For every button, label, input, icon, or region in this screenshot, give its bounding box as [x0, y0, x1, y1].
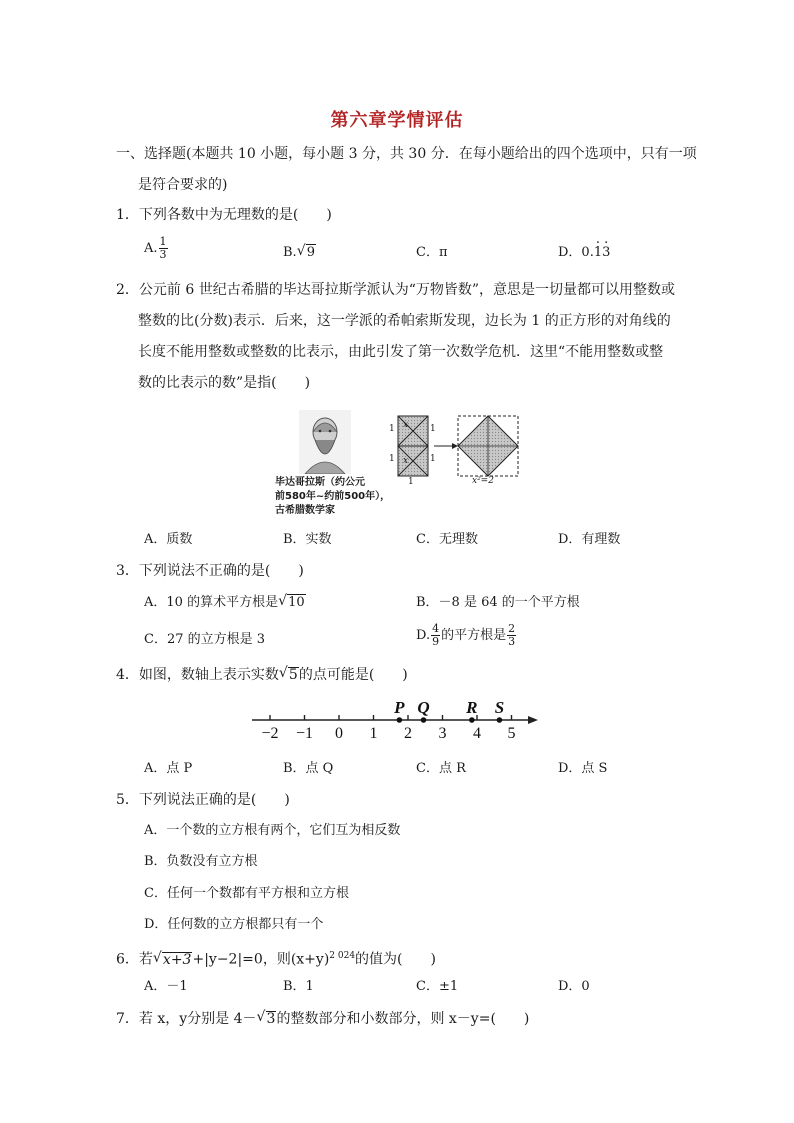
- number-line-point-label: Q: [417, 698, 430, 717]
- option-text: A．10 的算术平方根是: [144, 595, 279, 610]
- q5-option-b: B．负数没有立方根: [144, 854, 258, 869]
- q1-option-a: [144, 236, 169, 261]
- number-line-tick-label: 3: [438, 725, 447, 742]
- stem-text: 的点可能是( ): [298, 667, 408, 683]
- diagram-label: 1: [430, 424, 436, 434]
- question-4-stem: [116, 665, 408, 685]
- question-2-stem-cont: 数的比表示的数”是指( ): [138, 375, 311, 391]
- radical: [153, 950, 193, 970]
- number-line-point: [497, 717, 503, 723]
- denominator: 3: [508, 635, 516, 648]
- fraction: [159, 236, 168, 261]
- option-label: D.: [416, 628, 431, 643]
- stem-text: 的值为( ): [355, 951, 436, 968]
- q6-option-c: C．±1: [416, 979, 459, 994]
- number-line-tick-label: −1: [295, 725, 314, 742]
- q5-option-a: A．一个数的立方根有两个，它们互为相反数: [144, 823, 401, 838]
- q3-option-a: [144, 593, 306, 613]
- repeating-digit: 1 .: [594, 243, 602, 263]
- section-heading: 一、选择题(本题共 10 小题，每小题 3 分，共 30 分．在每小题给出的四个选项中，只有一项: [116, 146, 697, 162]
- q1-option-d: [558, 243, 610, 263]
- q4-option-b: B．点 Q: [283, 761, 334, 776]
- question-3-stem: 3．下列说法不正确的是( ): [116, 563, 304, 579]
- number-line-point: [397, 717, 403, 723]
- question-1-stem: 1．下列各数中为无理数的是( ): [116, 207, 332, 223]
- q6-option-b: B．1: [283, 979, 314, 994]
- diagram-label: 1: [408, 477, 414, 487]
- diagram-label: x: [403, 420, 409, 430]
- denominator: 9: [432, 635, 440, 648]
- radical: [279, 665, 299, 685]
- radical: [278, 593, 306, 613]
- number-line-point: [469, 717, 475, 723]
- radical: [297, 243, 316, 263]
- number-line-tick-label: 0: [335, 725, 343, 742]
- question-2-stem-cont: 整数的比(分数)表示．后来，这一学派的希帕索斯发现，边长为 1 的正方形的对角线的: [138, 313, 671, 329]
- option-text: 的平方根是: [441, 628, 507, 643]
- stem-text: 的整数部分和小数部分，则 x－y=( ): [276, 1011, 530, 1027]
- number-line-point: [421, 717, 427, 723]
- number-line-point-label: S: [494, 698, 505, 717]
- q6-option-d: D．0: [558, 979, 590, 994]
- q5-option-d: D．任何数的立方根都只有一个: [144, 917, 324, 932]
- option-label: D．0.: [558, 245, 594, 260]
- q1-option-c: [416, 243, 448, 263]
- radicand: 3: [266, 1011, 276, 1027]
- pythagoras-portrait: [299, 410, 351, 474]
- q6-option-a: A．－1: [144, 979, 188, 994]
- number-line-point-label: P: [394, 698, 405, 717]
- diagram-label: 1: [430, 454, 436, 464]
- question-5-stem: 5．下列说法正确的是( ): [116, 792, 290, 808]
- question-7-stem: [116, 1009, 529, 1029]
- diagram-label: 1: [389, 424, 395, 434]
- question-6-stem: [116, 946, 436, 970]
- diagram-equation: x²=2: [472, 476, 494, 486]
- numerator: 1: [159, 235, 167, 248]
- repeating-digit: 3 .: [602, 243, 610, 263]
- figure-caption-line: 前580年~约前500年），: [275, 491, 391, 502]
- q2-option-d: D．有理数: [558, 532, 621, 547]
- q3-option-c: C．27 的立方根是 3: [144, 632, 266, 647]
- radicand: 9: [306, 245, 315, 260]
- figure-caption-line: 古希腊数学家: [275, 505, 335, 516]
- number-line-tick-label: 1: [369, 725, 378, 742]
- number-line-tick-label: 2: [404, 725, 412, 742]
- stem-text: +|y−2|=0，则(x+y): [192, 951, 330, 968]
- q5-option-c: C．任何一个数都有平方根和立方根: [144, 886, 349, 901]
- q4-option-d: D．点 S: [558, 761, 608, 776]
- q1-option-b: [283, 243, 316, 263]
- option-label: C．: [416, 245, 439, 260]
- number-line-tick-label: 5: [507, 725, 516, 742]
- radicand: 5: [288, 667, 298, 683]
- number-line-point-label: R: [466, 698, 478, 717]
- exponent: 2 024: [329, 951, 356, 961]
- numerator: 4: [432, 622, 440, 635]
- stem-text: 7．若 x，y分别是 4－: [116, 1011, 257, 1027]
- number-line-tick-label: −2: [261, 725, 279, 742]
- section-heading-cont: 是符合要求的): [138, 177, 228, 193]
- option-label: B.: [283, 245, 297, 260]
- question-2-stem-cont: 长度不能用整数或整数的比表示，由此引发了第一次数学危机．这里“不能用整数或整: [138, 344, 664, 360]
- q2-option-c: C．无理数: [416, 532, 478, 547]
- diagram-label: 1: [389, 454, 395, 464]
- q3-option-b: B．－8 是 64 的一个平方根: [416, 595, 580, 610]
- radicand: x+3: [162, 951, 192, 968]
- diagram-label: x: [403, 456, 409, 466]
- denominator: 3: [159, 248, 167, 261]
- q4-option-a: A．点 P: [144, 761, 193, 776]
- page-title: 第六章学情评估: [330, 110, 464, 131]
- stem-text: 6．若: [116, 951, 153, 968]
- square-diagonal-diagram: [386, 410, 536, 486]
- q3-option-d: [416, 623, 517, 648]
- pi-value: π: [438, 245, 448, 260]
- radical: [257, 1009, 277, 1029]
- q4-option-c: C．点 R: [416, 761, 466, 776]
- numerator: 2: [508, 622, 516, 635]
- fraction: [431, 623, 440, 648]
- question-2-stem: 2．公元前 6 世纪古希腊的毕达哥拉斯学派认为“万物皆数”，意思是一切量都可以用整数或: [116, 282, 676, 298]
- q2-option-b: B．实数: [283, 532, 332, 547]
- figure-caption-line: 毕达哥拉斯（约公元: [275, 477, 365, 488]
- number-line: [246, 694, 546, 744]
- q2-option-a: A．质数: [144, 532, 193, 547]
- number-line-tick-label: 4: [473, 725, 481, 742]
- radicand: 10: [288, 595, 305, 610]
- fraction: [507, 623, 516, 648]
- number-line-arrow: [528, 716, 538, 724]
- option-label: A.: [144, 241, 158, 256]
- stem-text: 4．如图，数轴上表示实数: [116, 667, 279, 683]
